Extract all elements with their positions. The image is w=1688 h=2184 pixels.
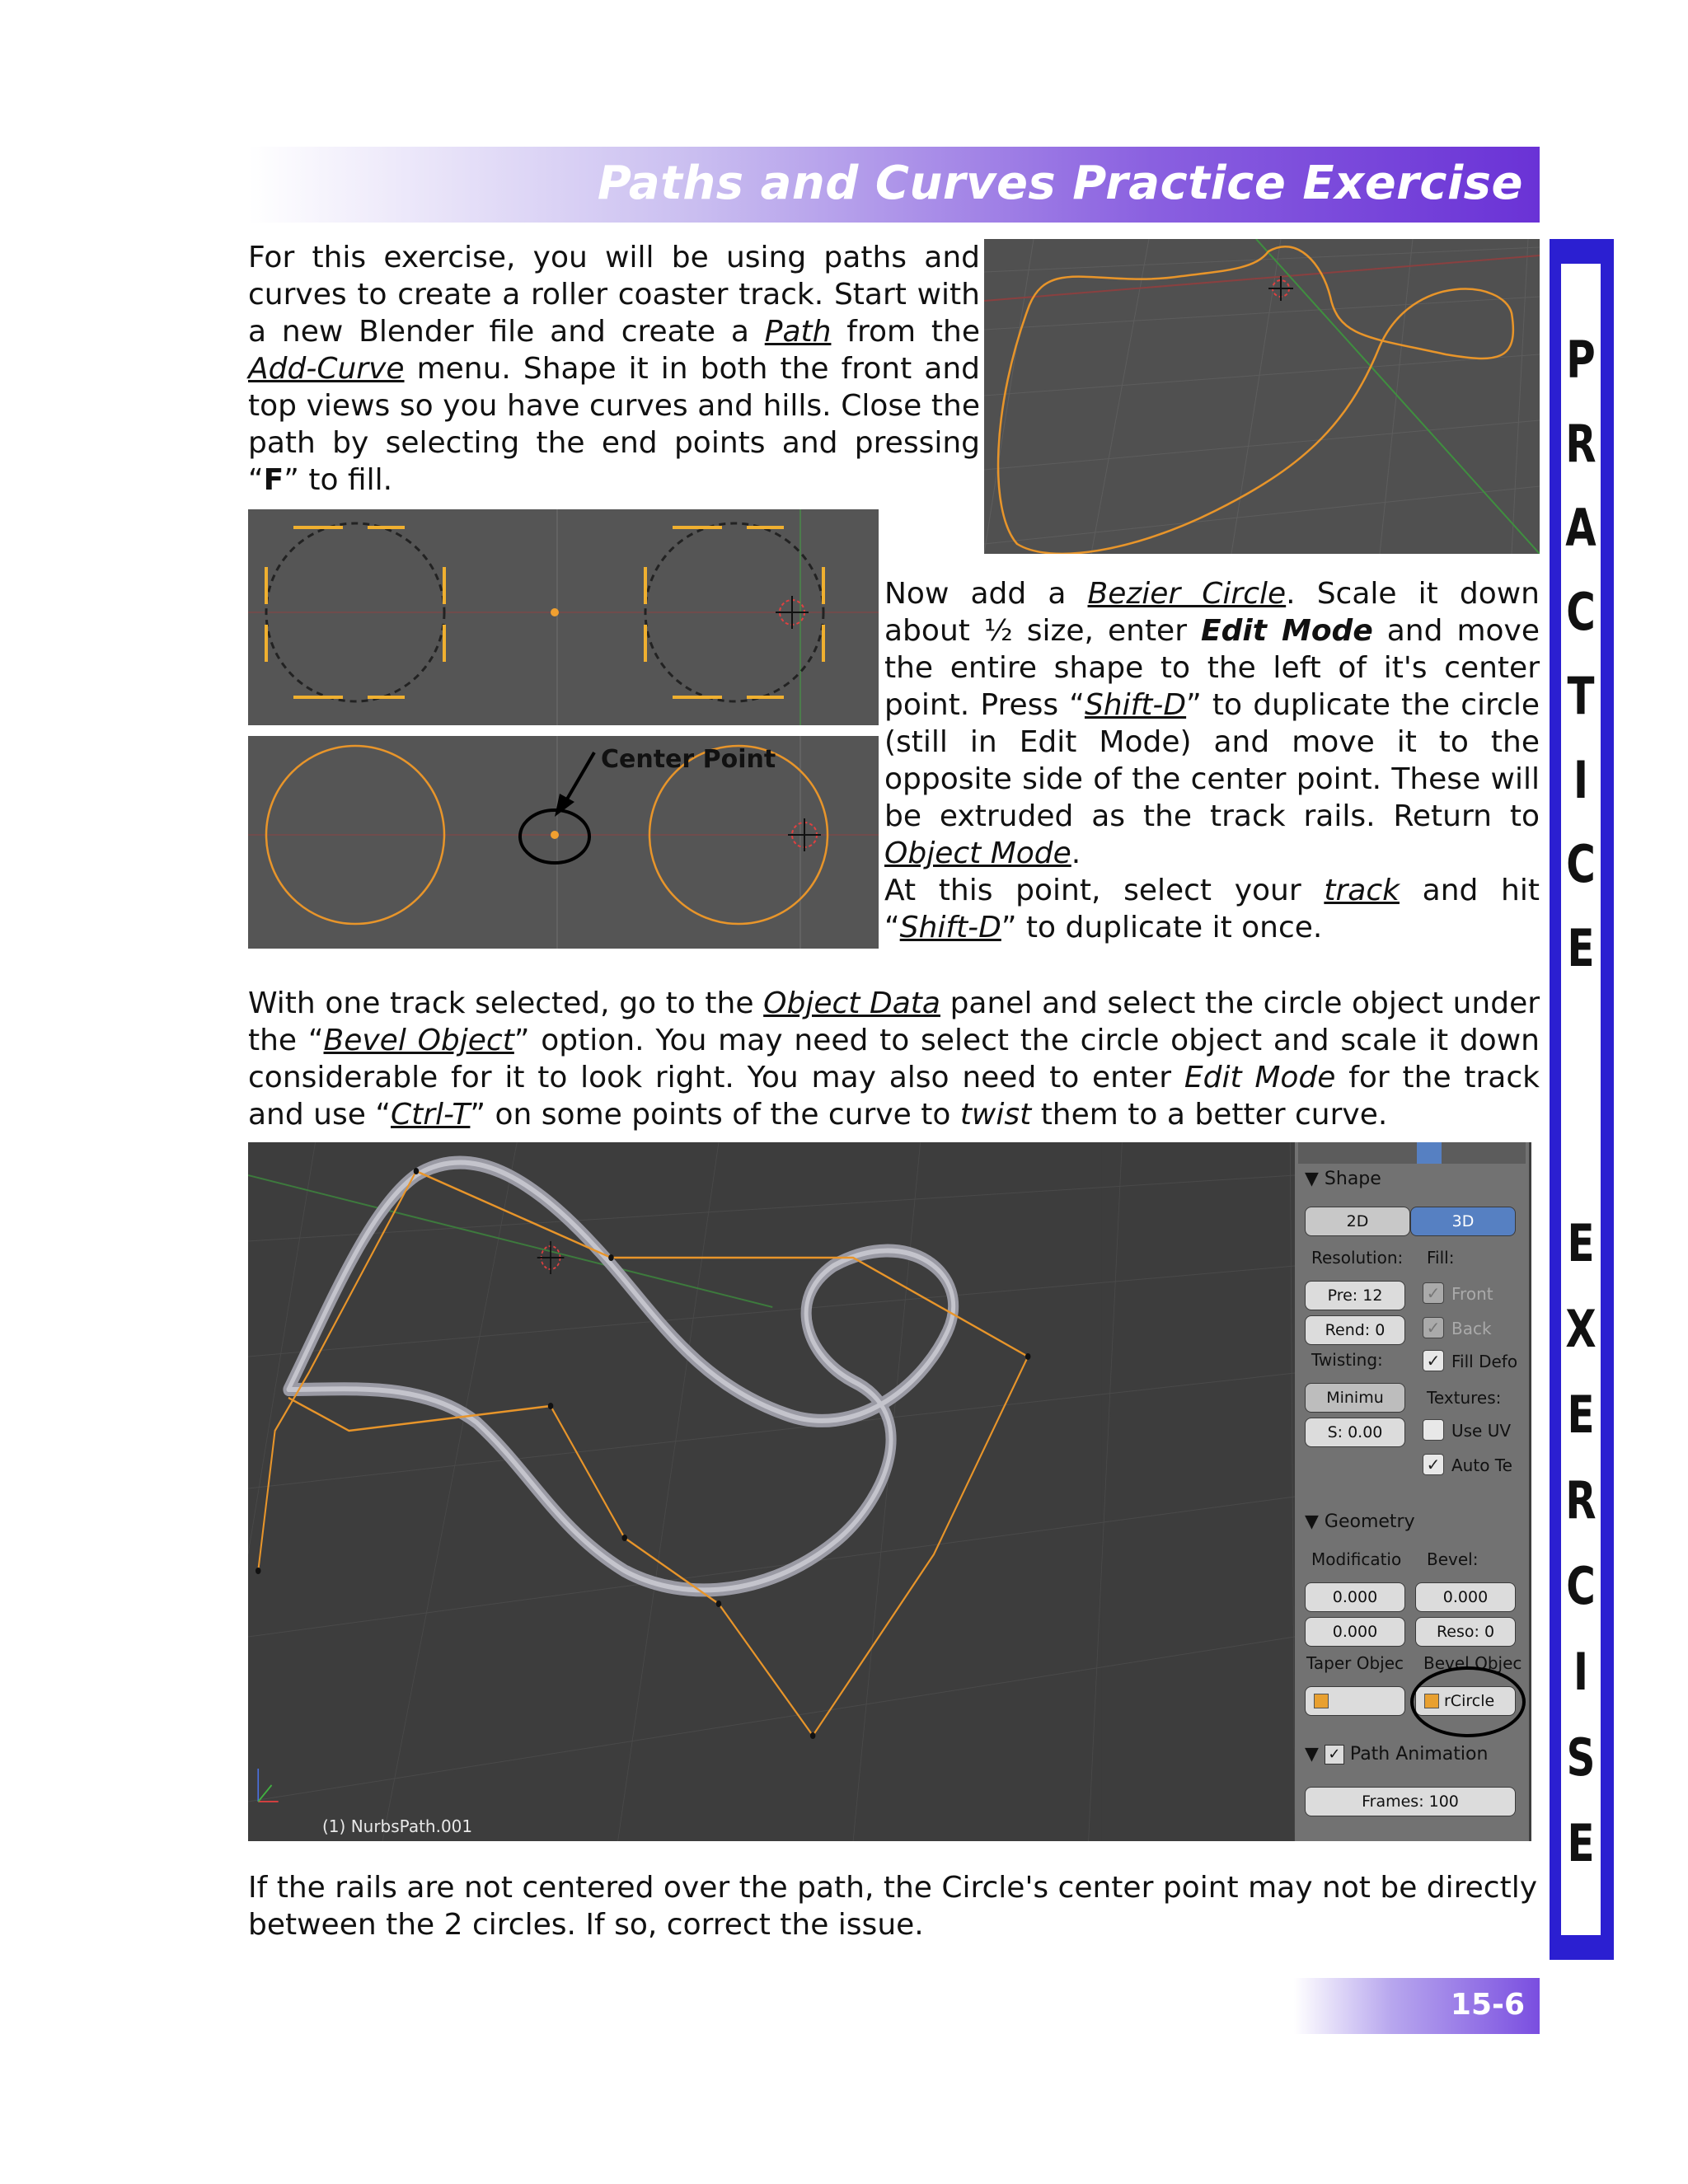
twist-italic: twist bbox=[959, 1098, 1032, 1132]
path-animation-checkbox[interactable]: ✓ bbox=[1325, 1745, 1344, 1765]
side-letter: I bbox=[1573, 750, 1588, 810]
shape-section-header[interactable]: ▼ Shape bbox=[1305, 1169, 1381, 1189]
object-mode-link[interactable]: Object Mode bbox=[884, 837, 1071, 870]
center-point-image bbox=[248, 736, 879, 949]
bevel-object-link[interactable]: Bevel Object bbox=[323, 1024, 514, 1057]
bevel-object-label: Bevel Objec bbox=[1423, 1653, 1522, 1673]
side-letter: S bbox=[1566, 1727, 1596, 1788]
page-number: 15-6 bbox=[1450, 1988, 1525, 2022]
side-letter: R bbox=[1565, 414, 1597, 474]
bezier-paragraph: Now add a Bezier Circle. Scale it down about ½ size, enter Edit Mode and move the entire shape to the left of it's center point. Press “Shift-D” to duplicate the circle (still in Edit Mode) and move it to the opposite side of the center point. These will be extruded as the track rails. Return to Object Mode. bbox=[884, 577, 1540, 870]
resolution-label: Resolution: bbox=[1311, 1248, 1404, 1268]
side-letter: E bbox=[1567, 918, 1595, 978]
modification-label: Modificatio bbox=[1311, 1549, 1402, 1569]
track-link[interactable]: track bbox=[1324, 874, 1400, 907]
use-uv-label: Use UV bbox=[1451, 1421, 1512, 1441]
fill-back-label: Back bbox=[1451, 1319, 1492, 1338]
fill-deform-checkbox[interactable]: ✓ bbox=[1423, 1350, 1444, 1371]
roller-coaster-screenshot bbox=[248, 1142, 1531, 1841]
side-letter: E bbox=[1567, 1813, 1595, 1873]
bevel-label: Bevel: bbox=[1427, 1549, 1479, 1569]
bevel-resolution-field[interactable]: Reso: 0 bbox=[1415, 1617, 1516, 1647]
side-letter: P bbox=[1566, 330, 1596, 390]
shift-d-link-2[interactable]: Shift-D bbox=[899, 911, 1001, 944]
page-title: Paths and Curves Practice Exercise bbox=[597, 157, 1523, 210]
fill-front-label: Front bbox=[1451, 1284, 1493, 1304]
bevel-object-highlight-ring bbox=[1410, 1666, 1526, 1737]
fill-deform-label: Fill Defo bbox=[1451, 1352, 1518, 1371]
viewport-3d bbox=[248, 1142, 1295, 1841]
bezier-circles-edit-image bbox=[248, 509, 879, 725]
taper-object-field[interactable] bbox=[1305, 1686, 1405, 1716]
textures-label: Textures: bbox=[1427, 1388, 1502, 1408]
path-link[interactable]: Path bbox=[764, 315, 832, 349]
auto-texture-checkbox[interactable]: ✓ bbox=[1423, 1454, 1444, 1475]
toggle-2d-button[interactable]: 2D bbox=[1305, 1207, 1410, 1236]
object-name-label: (1) NurbsPath.001 bbox=[322, 1816, 473, 1836]
extrude-field[interactable]: 0.000 bbox=[1305, 1617, 1405, 1647]
ctrl-t-link[interactable]: Ctrl-T bbox=[391, 1098, 471, 1132]
bezier-circles-figure bbox=[248, 509, 879, 725]
footer-band bbox=[1294, 1978, 1540, 2034]
preview-resolution-field[interactable]: Pre: 12 bbox=[1305, 1281, 1405, 1310]
twisting-label: Twisting: bbox=[1311, 1350, 1383, 1370]
toggle-3d-button[interactable]: 3D bbox=[1410, 1207, 1516, 1236]
shift-d-link[interactable]: Shift-D bbox=[1084, 688, 1187, 722]
object-data-tab-icon[interactable] bbox=[1417, 1142, 1442, 1164]
practice-exercise-side-tab bbox=[1550, 239, 1614, 1960]
geometry-section-header[interactable]: ▼ Geometry bbox=[1305, 1511, 1415, 1532]
key-f: F bbox=[263, 463, 284, 497]
center-point-label: Center Point bbox=[601, 745, 776, 774]
side-letter: C bbox=[1566, 1556, 1596, 1616]
side-letter: R bbox=[1565, 1470, 1597, 1530]
fill-label: Fill: bbox=[1427, 1248, 1455, 1268]
path-curve-figure bbox=[984, 239, 1540, 554]
object-cube-icon bbox=[1314, 1694, 1329, 1708]
use-uv-checkbox[interactable] bbox=[1423, 1419, 1444, 1441]
bezier-circle-link[interactable]: Bezier Circle bbox=[1087, 577, 1287, 611]
closing-paragraph: If the rails are not centered over the path, the Circle's center point may not be directly between the 2 circles. If so, correct the issue. bbox=[248, 1871, 1538, 1942]
render-resolution-field[interactable]: Rend: 0 bbox=[1305, 1315, 1405, 1345]
path-animation-section-header[interactable]: ▼ ✓ Path Animation bbox=[1305, 1744, 1489, 1765]
object-data-link[interactable]: Object Data bbox=[763, 987, 940, 1020]
twisting-dropdown[interactable]: Minimu bbox=[1305, 1383, 1405, 1413]
side-letter: I bbox=[1573, 1642, 1588, 1702]
side-letter: C bbox=[1566, 834, 1596, 894]
panel-tab-bar bbox=[1298, 1142, 1526, 1164]
side-letter: E bbox=[1567, 1385, 1595, 1445]
side-letter: X bbox=[1565, 1299, 1597, 1359]
offset-field[interactable]: 0.000 bbox=[1305, 1582, 1405, 1612]
frames-field[interactable]: Frames: 100 bbox=[1305, 1787, 1516, 1816]
bevel-paragraph: With one track selected, go to the Object Data panel and select the circle object under the “Bevel Object” option. You may need to select the circle object and scale it down considerable for it to look right. You may also need to enter Edit Mode for the track and use “Ctrl-T” on some points of the curve to twist them to a better curve. bbox=[248, 987, 1540, 1132]
duplicate-paragraph: At this point, select your track and hit “Shift-D” to duplicate it once. bbox=[884, 874, 1540, 944]
bevel-depth-field[interactable]: 0.000 bbox=[1415, 1582, 1516, 1612]
bevel-object-field[interactable]: rCircle bbox=[1415, 1686, 1516, 1716]
edit-mode-emphasis: Edit Mode bbox=[1201, 614, 1373, 648]
side-tab-inner bbox=[1561, 264, 1601, 1935]
path-viewport-image bbox=[984, 239, 1540, 554]
center-point-figure bbox=[248, 736, 879, 949]
properties-panel bbox=[1295, 1142, 1529, 1841]
fill-back-checkbox[interactable]: ✓ bbox=[1423, 1317, 1444, 1338]
taper-object-label: Taper Objec bbox=[1306, 1653, 1404, 1673]
header-banner bbox=[248, 147, 1540, 223]
fill-front-checkbox[interactable]: ✓ bbox=[1423, 1282, 1444, 1304]
side-letter: E bbox=[1567, 1213, 1595, 1273]
add-curve-link[interactable]: Add-Curve bbox=[248, 352, 405, 386]
side-letter: A bbox=[1565, 498, 1597, 558]
smooth-field[interactable]: S: 0.00 bbox=[1305, 1418, 1405, 1447]
side-letter: T bbox=[1567, 666, 1595, 726]
intro-paragraph: For this exercise, you will be using paths and curves to create a roller coaster track. Start with a new Blender file and create a Path from the Add-Curve menu. Shape it in both the front and top views so you have curves and hills. Close the path by selecting the end points and pressing “F” to fill. bbox=[248, 241, 980, 497]
side-letter: C bbox=[1566, 582, 1596, 642]
edit-mode-italic: Edit Mode bbox=[1184, 1061, 1336, 1094]
auto-texture-label: Auto Te bbox=[1451, 1455, 1512, 1475]
